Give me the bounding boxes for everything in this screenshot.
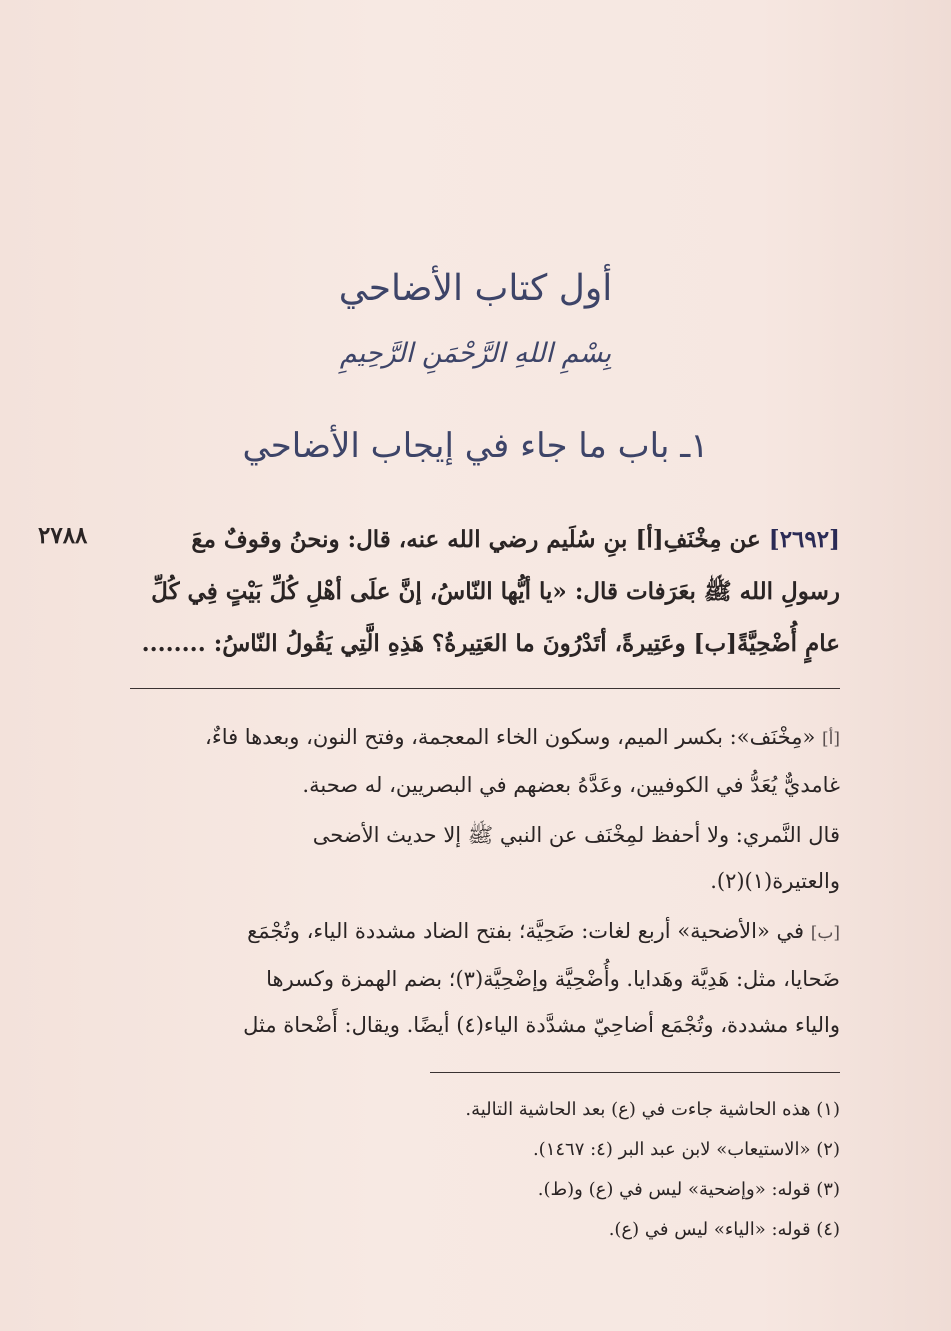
note-line: ضَحايا، مثل: هَدِيَّة وهَدايا. وأُضْحِيَّة وإضْحِيَّة(٣)؛ بضم الهمزة وكسرها xyxy=(266,967,840,991)
margin-number: ٢٧٨٨ xyxy=(38,522,88,549)
footnotes-section xyxy=(130,1090,840,1250)
note-line: قال النَّمري: ولا أحفظ لمِخْنَف عن النبي ﷺ إلا حديث الأضحى xyxy=(312,823,840,847)
footnotes-divider xyxy=(430,1072,840,1073)
note-namari xyxy=(130,812,840,904)
note-b xyxy=(130,908,840,1048)
hadith-number: [٢٦٩٢] xyxy=(768,526,840,553)
hadith-line-1: عن مِخْنَفِ[أ] بنِ سُلَيم رضي الله عنه، قال: ونحنُ وقوفٌ معَ xyxy=(191,526,761,553)
hadith-line-3: عامٍ أُضْحِيَّةً[ب] وعَتِيرةً، أتَدْرُونَ ما العَتِيرةُ؟ هَذِهِ الَّتِي يَقُولُ النّاسُ: ........ xyxy=(141,630,840,657)
footnote: (١) هذه الحاشية جاءت في (ع) بعد الحاشية التالية. xyxy=(465,1099,840,1120)
chapter-title: ١ـ باب ما جاء في إيجاب الأضاحي xyxy=(242,426,709,466)
note-line: «مِخْنَف»: بكسر الميم، وسكون الخاء المعجمة، وفتح النون، وبعدها فاءٌ، xyxy=(205,725,816,749)
note-marker: [ب] xyxy=(810,923,840,943)
hadith-line-2: رسولِ الله ﷺ بعَرَفات قال: «يا أيُّها النّاسُ، إنَّ علَى أهْلِ كُلِّ بَيْتٍ فِي كُلِّ xyxy=(151,578,840,605)
book-title: أول كتاب الأضاحي xyxy=(338,268,613,309)
footnote: (٢) «الاستيعاب» لابن عبد البر (٤: ١٤٦٧). xyxy=(532,1139,840,1160)
hadith-line xyxy=(130,514,840,566)
note-line: في «الأضحية» أربع لغات: ضَحِيَّة؛ بفتح الضاد مشددة الياء، وتُجْمَع xyxy=(247,919,805,943)
hadith-text xyxy=(130,514,840,670)
note-a xyxy=(130,714,840,808)
note-marker: [أ] xyxy=(822,729,840,749)
notes-divider xyxy=(130,688,840,689)
basmala: بِسْمِ اللهِ الرَّحْمَنِ الرَّحِيمِ xyxy=(339,338,612,369)
footnote: (٤) قوله: «الياء» ليس في (ع). xyxy=(608,1219,840,1240)
note-line: غامديٌّ يُعَدُّ في الكوفيين، وعَدَّهُ بعضهم في البصريين، له صحبة. xyxy=(302,773,840,797)
note-line: والعتيرة(١)(٢). xyxy=(710,869,840,893)
footnote: (٣) قوله: «وإضحية» ليس في (ع) و(ط). xyxy=(537,1179,840,1200)
note-line: والياء مشددة، وتُجْمَع أضاحِيّ مشدَّدة الياء(٤) أيضًا. ويقال: أَضْحاة مثل xyxy=(243,1013,840,1037)
notes-section xyxy=(130,714,840,1052)
